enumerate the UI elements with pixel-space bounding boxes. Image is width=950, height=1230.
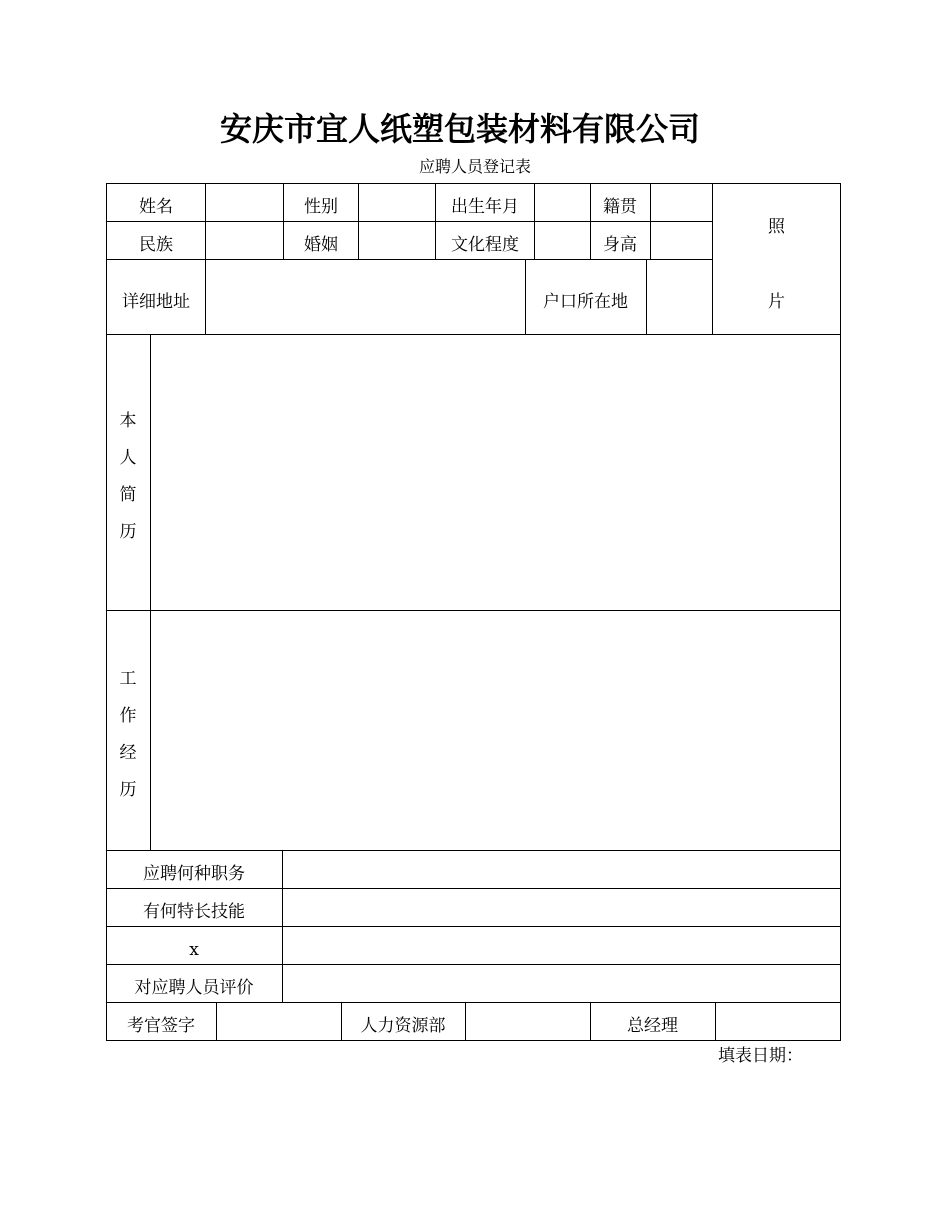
hr-signature-field[interactable] <box>466 1003 590 1040</box>
name-label: 姓名 <box>139 197 173 217</box>
address-label: 详细地址 <box>122 292 190 312</box>
household-label: 户口所在地 <box>543 292 628 312</box>
work-label <box>106 661 150 809</box>
position-field[interactable] <box>283 851 840 888</box>
company-title: 安庆市宜人纸塑包装材料有限公司 <box>219 110 700 148</box>
work-char: 经 <box>119 743 137 763</box>
ethnicity-field[interactable] <box>206 222 283 259</box>
ethnicity-label: 民族 <box>139 235 173 255</box>
resume-char: 人 <box>119 448 137 468</box>
work-field[interactable] <box>151 611 840 850</box>
skills-label: 有何特长技能 <box>143 902 245 922</box>
evaluation-label: 对应聘人员评价 <box>134 978 254 998</box>
evaluation-field[interactable] <box>283 965 840 1002</box>
fill-date-label: 填表日期： <box>718 1046 803 1066</box>
gender-field[interactable] <box>359 184 435 221</box>
photo-label-top: 照 <box>768 217 785 237</box>
x-row-label: x <box>189 940 199 960</box>
work-char: 工 <box>119 669 137 689</box>
education-label: 文化程度 <box>451 235 519 255</box>
interviewer-signature-field[interactable] <box>217 1003 341 1040</box>
birth-label: 出生年月 <box>451 197 519 217</box>
resume-label <box>106 403 150 551</box>
gender-label: 性别 <box>304 197 338 217</box>
height-label: 身高 <box>603 235 637 255</box>
resume-char: 历 <box>119 522 137 542</box>
resume-char: 简 <box>119 485 137 505</box>
photo-area[interactable] <box>713 184 840 334</box>
photo-label-bottom: 片 <box>768 292 785 312</box>
position-label: 应聘何种职务 <box>143 864 245 884</box>
interviewer-label: 考官签字 <box>127 1016 195 1036</box>
skills-field[interactable] <box>283 889 840 926</box>
resume-field[interactable] <box>151 335 840 610</box>
marital-field[interactable] <box>359 222 435 259</box>
native-place-label: 籍贯 <box>603 197 637 217</box>
address-field[interactable] <box>206 260 525 334</box>
household-field[interactable] <box>647 260 712 334</box>
gm-signature-field[interactable] <box>716 1003 840 1040</box>
resume-char: 本 <box>119 411 137 431</box>
marital-label: 婚姻 <box>304 235 338 255</box>
birth-field[interactable] <box>535 184 590 221</box>
name-field[interactable] <box>206 184 283 221</box>
form-title: 应聘人员登记表 <box>418 157 531 176</box>
education-field[interactable] <box>535 222 590 259</box>
work-char: 作 <box>119 706 137 726</box>
height-field[interactable] <box>651 222 712 259</box>
work-char: 历 <box>119 780 137 800</box>
hr-label: 人力资源部 <box>360 1016 446 1036</box>
x-row-field[interactable] <box>283 927 840 964</box>
native-place-field[interactable] <box>651 184 712 221</box>
gm-label: 总经理 <box>627 1016 678 1036</box>
